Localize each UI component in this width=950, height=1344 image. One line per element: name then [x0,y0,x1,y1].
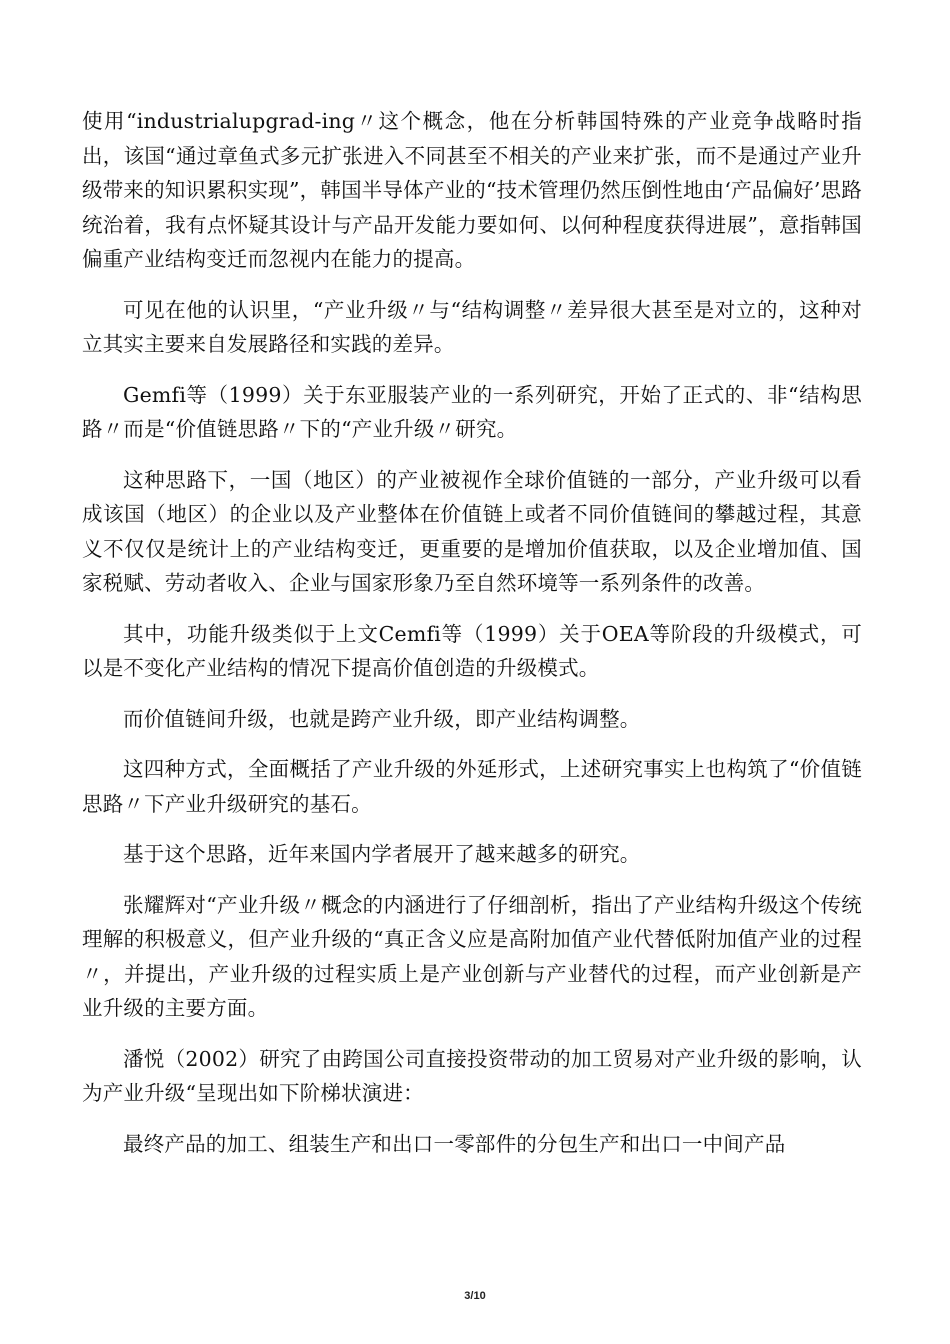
document-body [82,104,862,1177]
paragraph-3: Gemfi等（1999）关于东亚服装产业的一系列研究，开始了正式的、非“结构思路〃而是“价值链思路〃下的“产业升级〃研究。 [82,382,862,441]
paragraph-11: 最终产品的加工、组装生产和出口一零部件的分包生产和出口一中间产品 [123,1131,786,1156]
paragraph-8: 基于这个思路，近年来国内学者展开了越来越多的研究。 [123,842,641,866]
page-number: 3/10 [464,1290,486,1302]
paragraph-9: 张耀辉对“产业升级〃概念的内涵进行了仔细剖析，指出了产业结构升级这个传统理解的积极意义，但产业升级的“真正含义应是高附加值产业代替低附加值产业的过程〃，并提出，产业升级的过程实质上是产业创新与产业替代的过程，而产业创新是产业升级的主要方面。 [82,892,862,1020]
paragraph-2: 可见在他的认识里，“产业升级〃与“结构调整〃差异很大甚至是对立的，这种对立其实主要来自发展路径和实践的差异。 [82,297,862,356]
paragraph-6: 而价值链间升级，也就是跨产业升级，即产业结构调整。 [123,706,641,731]
paragraph-10: 潘悦（2002）研究了由跨国公司直接投资带动的加工贸易对产业升级的影响，认为产业升级“呈现出如下阶梯状演进： [82,1046,862,1105]
paragraph-1: 使用“industrialupgrad-ing〃这个概念，他在分析韩国特殊的产业竞争战略时指出，该国“通过章鱼式多元扩张进入不同甚至不相关的产业来扩张，而不是通过产业升级带来的知识累积实现”，韩国半导体产业的“技术管理仍然压倒性地由‘产品偏好’思路统治着，我有点怀疑其设计与产品开发能力要如何、以何种程度获得进展”，意指韩国偏重产业结构变迁而忽视内在能力的提高。 [82,109,862,271]
paragraph-7: 这四种方式，全面概括了产业升级的外延形式，上述研究事实上也构筑了“价值链思路〃下产业升级研究的基石。 [82,757,862,816]
paragraph-4: 这种思路下，一国（地区）的产业被视作全球价值链的一部分，产业升级可以看成该国（地区）的企业以及产业整体在价值链上或者不同价值链间的攀越过程，其意义不仅仅是统计上的产业结构变迁，更重要的是增加价值获取，以及企业增加值、国家税赋、劳动者收入、企业与国家形象乃至自然环境等一系列条件的改善。 [82,467,862,595]
paragraph-5: 其中，功能升级类似于上文Cemfi等（1999）关于OEA等阶段的升级模式，可以是不变化产业结构的情况下提高价值创造的升级模式。 [82,621,862,680]
